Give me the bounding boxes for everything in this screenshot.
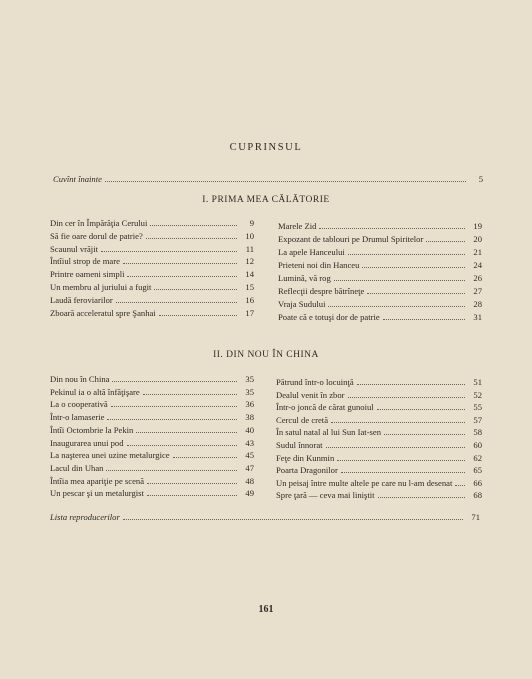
toc-entry-text: La apele Hanceului xyxy=(278,247,345,257)
toc-entry xyxy=(50,438,254,449)
toc-entry xyxy=(276,390,482,401)
toc-entry xyxy=(276,440,482,451)
page-title: CUPRINSUL xyxy=(229,142,303,153)
toc-entry-list xyxy=(50,512,480,523)
dot-leader xyxy=(123,513,463,520)
section-title-1: I. PRIMA MEA CĂLĂTORIE xyxy=(202,195,330,205)
toc-entry xyxy=(276,427,482,438)
toc-entry-page: 62 xyxy=(473,452,482,463)
toc-entry-text: Întîiul strop de mare xyxy=(50,256,120,267)
toc-entry-page: 36 xyxy=(245,399,254,410)
dot-leader xyxy=(146,232,237,239)
toc-entry-text: Într-o joncă de cărat gunoiul xyxy=(276,402,374,413)
dot-leader xyxy=(377,403,465,410)
dot-leader xyxy=(111,400,237,407)
dot-leader xyxy=(367,287,465,294)
page-number: 161 xyxy=(258,604,274,615)
toc-entry-page: 20 xyxy=(473,234,482,244)
toc-entry xyxy=(278,234,482,245)
toc-entry-text: La naşterea unei uzine metalurgice xyxy=(50,450,170,461)
toc-entry-text: Inaugurarea unui pod xyxy=(50,437,124,448)
toc-entry-page: 19 xyxy=(473,221,482,231)
toc-entry-text: Printre oameni simpli xyxy=(50,269,125,280)
dot-leader xyxy=(112,375,237,382)
toc-entry-page: 43 xyxy=(245,437,254,448)
toc-entry-page: 51 xyxy=(473,377,482,387)
toc-entry-text: Dealul venit în zbor xyxy=(276,389,345,400)
toc-entry xyxy=(50,218,254,229)
toc-entry xyxy=(50,295,254,306)
toc-entry-text: Lumină, vă rog xyxy=(278,273,331,283)
dot-leader xyxy=(319,222,465,229)
toc-entry-text: Lista reproducerilor xyxy=(50,512,120,522)
toc-entry-page: 55 xyxy=(473,402,482,413)
toc-entry-page: 52 xyxy=(473,389,482,400)
dot-leader xyxy=(123,257,237,264)
toc-entry xyxy=(50,399,254,410)
toc-entry-page: 47 xyxy=(245,462,254,473)
toc-entry xyxy=(50,450,254,461)
dot-leader xyxy=(328,300,465,307)
dot-leader xyxy=(173,451,237,458)
toc-entry-text: Poate că e totuşi dor de patrie xyxy=(278,312,380,322)
dot-leader xyxy=(101,245,237,252)
toc-entry-text: Reflecţii despre bătrîneţe xyxy=(278,286,365,296)
toc-entry-text: Întîi Octombrie la Pekin xyxy=(50,424,134,435)
toc-entry-text: Expozant de tablouri pe Drumul Spiritelor xyxy=(278,234,424,244)
toc-entry-text: Sudul înnorat xyxy=(276,440,323,450)
toc-entry-page: 11 xyxy=(245,243,254,254)
dot-leader xyxy=(331,416,465,423)
dot-leader xyxy=(357,378,465,385)
dot-leader xyxy=(383,313,465,320)
dot-leader xyxy=(426,235,465,242)
toc-entry-text: Laudă feroviarilor xyxy=(50,294,113,305)
toc-entry-page: 35 xyxy=(245,386,254,397)
toc-entry-page: 15 xyxy=(245,282,254,292)
dot-leader xyxy=(455,479,465,486)
toc-entry-text: Din cer în Împărăţia Cerului xyxy=(50,218,148,228)
toc-entry-text: Spre ţară — ceva mai liniştit xyxy=(276,490,375,501)
toc-entry-page: 40 xyxy=(245,424,254,435)
toc-entry-text: Un peisaj între multe altele pe care nu l-am desenat xyxy=(276,477,453,488)
dot-leader xyxy=(378,491,465,498)
dot-leader xyxy=(116,296,237,303)
toc-entry-page: 66 xyxy=(473,477,482,488)
toc-entry-text: Prieteni noi din Hanceu xyxy=(278,260,360,270)
dot-leader xyxy=(127,270,237,277)
toc-entry-page: 57 xyxy=(473,414,482,425)
toc-entry xyxy=(278,273,482,284)
toc-entry xyxy=(278,286,482,297)
toc-entry-page: 60 xyxy=(473,440,482,450)
dot-leader xyxy=(337,454,465,461)
toc-entry-page: 58 xyxy=(473,427,482,438)
dot-leader xyxy=(341,466,465,473)
toc-entry-text: Poarta Dragonilor xyxy=(276,465,338,476)
toc-entry-page: 71 xyxy=(471,512,480,522)
toc-entry xyxy=(276,490,482,501)
toc-entry-page: 26 xyxy=(473,273,482,283)
toc-entry-text: În satul natal al lui Sun Iat-sen xyxy=(276,427,382,438)
toc-entry-text: Cercul de cretă xyxy=(276,414,329,425)
toc-entry-text: La o cooperativă xyxy=(50,399,108,410)
toc-entry xyxy=(50,488,254,499)
toc-entry-page: 27 xyxy=(473,286,482,296)
toc-entry xyxy=(50,425,254,436)
toc-entry xyxy=(276,415,482,426)
dot-leader xyxy=(334,274,465,281)
toc-entry-text: Un pescar şi un metalurgist xyxy=(50,488,144,499)
dot-leader xyxy=(147,489,237,496)
toc-entry-page: 28 xyxy=(473,299,482,309)
toc-entry xyxy=(50,269,254,280)
toc-entry-text: Întîia mea apariţie pe scenă xyxy=(50,475,145,486)
dot-leader xyxy=(127,439,238,446)
toc-entry-text: Cuvînt înainte xyxy=(53,174,102,184)
toc-entry-text: Să fie oare dorul de patrie? xyxy=(50,230,143,241)
toc-entry xyxy=(50,231,254,242)
toc-entry-page: 35 xyxy=(245,374,254,384)
toc-entry-page: 14 xyxy=(245,269,254,280)
toc-entry xyxy=(50,463,254,474)
toc-entry-page: 9 xyxy=(249,218,254,228)
dot-leader xyxy=(348,248,465,255)
toc-entry-page: 24 xyxy=(473,260,482,270)
toc-entry xyxy=(278,260,482,271)
dot-leader xyxy=(105,175,466,182)
toc-entry-page: 49 xyxy=(245,488,254,499)
toc-entry xyxy=(50,308,254,319)
toc-entry-text: Într-o lamaserie xyxy=(50,412,105,423)
toc-entry-page: 21 xyxy=(473,247,482,257)
dot-leader xyxy=(150,219,237,226)
toc-entry-page: 31 xyxy=(473,312,482,322)
toc-entry-page: 38 xyxy=(245,412,254,423)
toc-entry xyxy=(50,412,254,423)
toc-entry-page: 68 xyxy=(473,490,482,501)
toc-entry-text: Pătrund într-o locuinţă xyxy=(276,377,354,387)
toc-entry xyxy=(50,282,254,293)
toc-entry-intro xyxy=(53,174,483,185)
toc-entry xyxy=(50,244,254,255)
toc-entry xyxy=(50,387,254,398)
toc-entry-text: Pekinul ia o altă înfăţişare xyxy=(50,386,140,397)
toc-entry-page: 16 xyxy=(245,294,254,305)
dot-leader xyxy=(326,441,465,448)
toc-entry xyxy=(50,256,254,267)
dot-leader xyxy=(136,426,237,433)
dot-leader xyxy=(362,261,465,268)
toc-entry-text: Zboară acceleratul spre Şanhai xyxy=(50,307,156,318)
toc-entry-page: 45 xyxy=(245,450,254,461)
toc-entry-text: Vraja Sudului xyxy=(278,299,326,309)
toc-entry-page: 48 xyxy=(245,475,254,486)
dot-leader xyxy=(143,388,237,395)
toc-entry-page: 10 xyxy=(245,230,254,241)
toc-entry xyxy=(276,453,482,464)
toc-entry xyxy=(276,465,482,476)
toc-entry-page: 17 xyxy=(245,307,254,318)
dot-leader xyxy=(107,413,237,420)
toc-entry xyxy=(50,476,254,487)
dot-leader xyxy=(159,309,237,316)
toc-entry xyxy=(50,374,254,385)
toc-entry xyxy=(278,299,482,310)
dot-leader xyxy=(106,464,237,471)
dot-leader xyxy=(147,477,237,484)
dot-leader xyxy=(154,283,237,290)
toc-entry-text: Lacul din Uhan xyxy=(50,462,104,473)
toc-entry xyxy=(278,221,482,232)
toc-entry xyxy=(278,312,482,323)
toc-entry-text: Un membru al juriului a fugit xyxy=(50,282,152,292)
toc-entry xyxy=(276,402,482,413)
toc-entry xyxy=(278,247,482,258)
toc-entry-page: 65 xyxy=(473,465,482,476)
toc-entry-page: 12 xyxy=(245,256,254,267)
toc-entry-text: Marele Zid xyxy=(278,221,317,231)
dot-leader xyxy=(384,428,465,435)
toc-entry-page: 5 xyxy=(478,174,483,184)
section-title-2: II. DIN NOU ÎN CHINA xyxy=(213,350,319,360)
toc-entry-text: Feţe din Kunmin xyxy=(276,452,335,463)
toc-entry-text: Din nou în China xyxy=(50,374,110,384)
toc-entry xyxy=(276,377,482,388)
dot-leader xyxy=(348,391,466,398)
toc-entry xyxy=(276,478,482,489)
toc-entry-text: Scaunul vrăjit xyxy=(50,243,98,254)
